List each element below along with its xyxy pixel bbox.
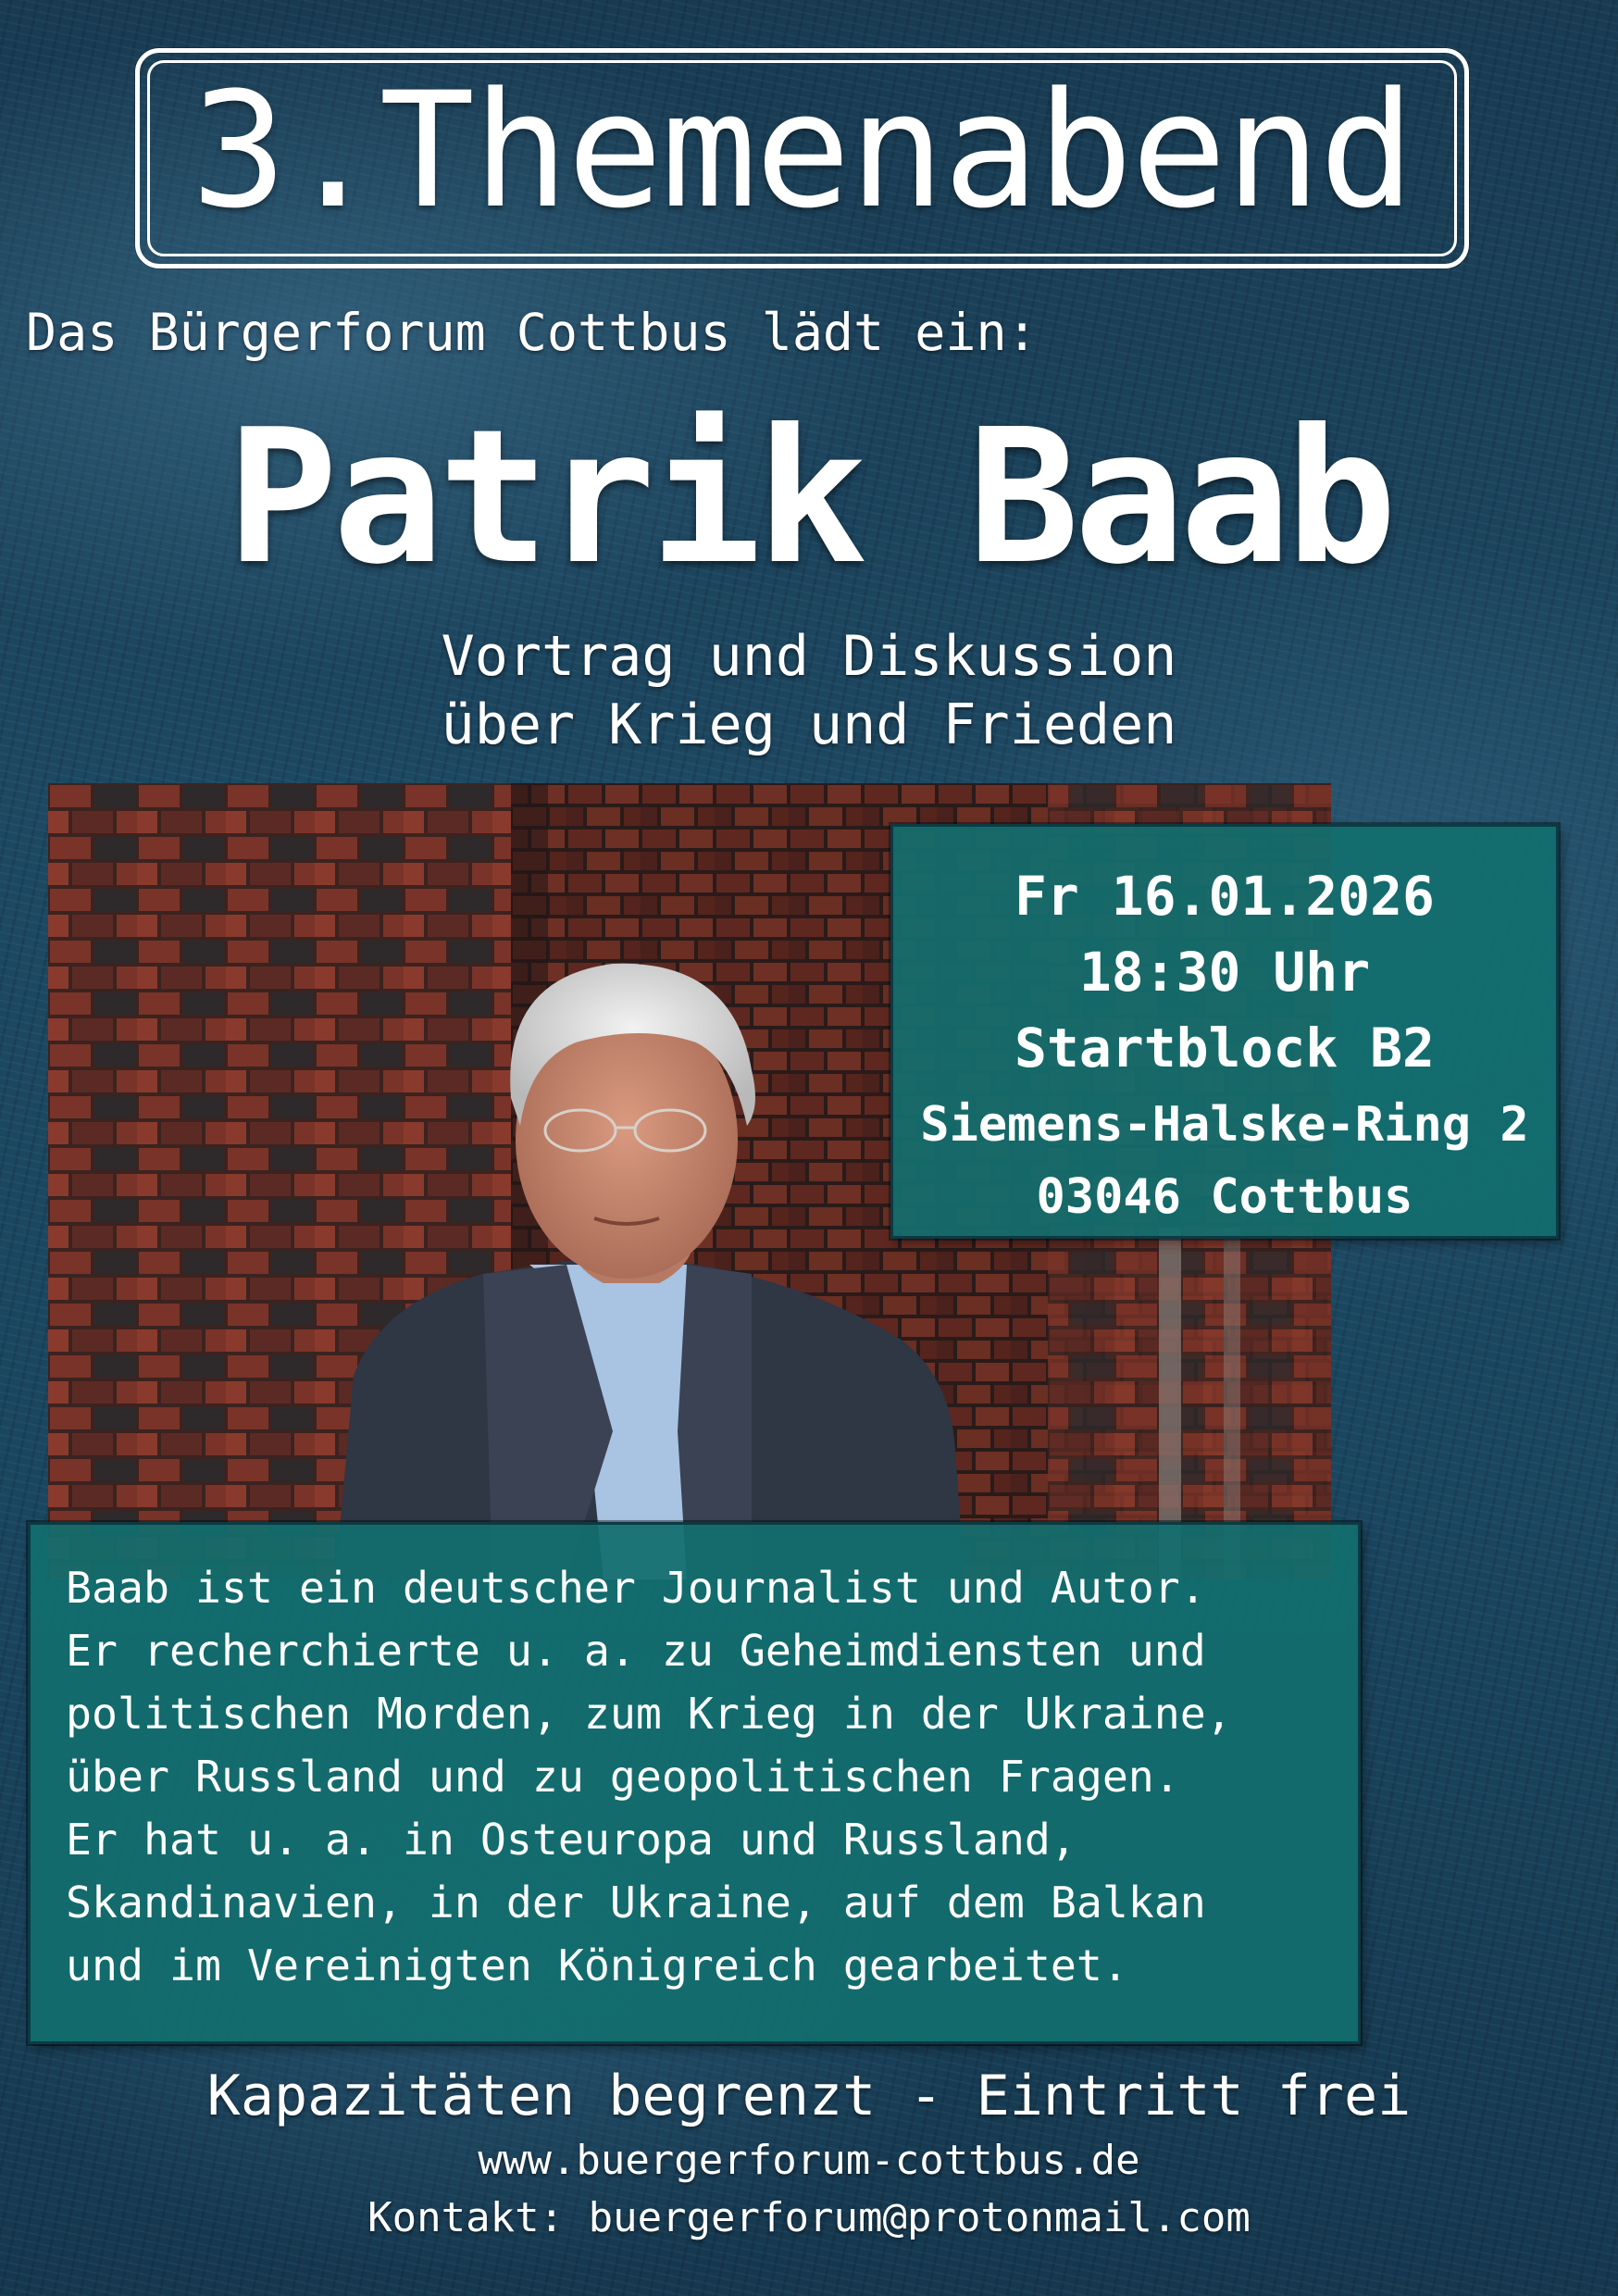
event-venue: Startblock B2 — [1014, 1017, 1435, 1079]
event-time: 18:30 Uhr — [1078, 941, 1371, 1004]
event-date: Fr 16.01.2026 — [1014, 865, 1435, 928]
capacity-notice: Kapazitäten begrenzt - Eintritt frei — [206, 2064, 1412, 2128]
event-city: 03046 Cottbus — [1036, 1169, 1413, 1225]
subtitle-line-2: über Krieg und Frieden — [441, 693, 1177, 757]
event-details-box — [890, 824, 1559, 1239]
contact-email[interactable]: Kontakt: buergerforum@protonmail.com — [367, 2194, 1251, 2241]
speaker-bio-box — [28, 1522, 1361, 2044]
event-street: Siemens-Halske-Ring 2 — [920, 1097, 1529, 1153]
title-frame — [135, 48, 1469, 268]
bio-line: Er recherchierte u. a. zu Geheimdiensten und — [66, 1626, 1206, 1676]
invitation-text: Das Bürgerforum Cottbus lädt ein: — [26, 303, 1038, 362]
bio-line: Er hat u. a. in Osteuropa und Russland, — [66, 1815, 1077, 1865]
website-link[interactable]: www.buergerforum-cottbus.de — [478, 2137, 1140, 2184]
event-subtitle — [0, 622, 1618, 759]
bio-line: über Russland und zu geopolitischen Fragen. — [66, 1752, 1180, 1802]
bio-line: Baab ist ein deutscher Journalist und Autor. — [66, 1563, 1206, 1613]
poster-title: 3.Themenabend — [191, 57, 1413, 243]
bio-line: politischen Morden, zum Krieg in der Ukraine, — [66, 1689, 1232, 1739]
subtitle-line-1: Vortrag und Diskussion — [441, 624, 1177, 689]
bio-line: Skandinavien, in der Ukraine, auf dem Balkan — [66, 1878, 1206, 1928]
bio-line: und im Vereinigten Königreich gearbeitet. — [66, 1940, 1128, 1990]
speaker-name: Patrik Baab — [226, 390, 1392, 605]
